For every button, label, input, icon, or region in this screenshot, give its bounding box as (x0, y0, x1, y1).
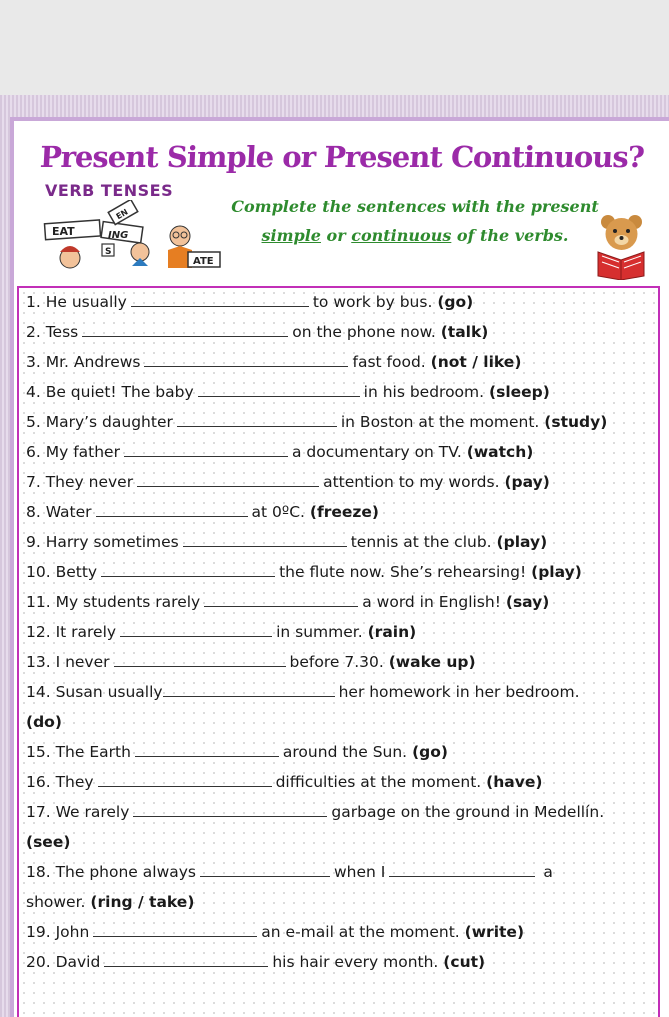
answer-blank[interactable] (96, 498, 248, 517)
sentence-text: 2. Tess (26, 323, 79, 341)
instruction-line-2 (230, 221, 600, 250)
sentence-8 (26, 497, 379, 527)
sentence-text: 15. The Earth (26, 743, 131, 761)
answer-blank[interactable] (82, 318, 288, 337)
answer-blank[interactable] (163, 678, 335, 697)
sentence-14-cont (26, 707, 62, 737)
sentence-text: in Boston at the moment. (340, 413, 540, 431)
answer-blank[interactable] (137, 468, 319, 487)
verb-hint: (freeze) (309, 503, 380, 521)
sentence-text: 11. My students rarely (26, 593, 201, 611)
sentence-17-cont (26, 827, 70, 857)
answer-blank[interactable] (144, 348, 348, 367)
instruction-end: of the verbs. (451, 226, 569, 245)
verb-hint: (cut) (443, 953, 486, 971)
verb-hint: (write) (464, 923, 525, 941)
sentence-text: his hair every month. (272, 953, 439, 971)
sentence-text: 6. My father (26, 443, 120, 461)
sentence-text: 17. We rarely (26, 803, 130, 821)
decorative-stripe (0, 95, 669, 117)
verb-hint: (pay) (504, 473, 550, 491)
verb-hint: (ring / take) (90, 893, 195, 911)
logo-word-ing: ING (108, 230, 129, 241)
verb-hint: (go) (412, 743, 448, 761)
answer-blank[interactable] (133, 798, 327, 817)
sentence-text: attention to my words. (323, 473, 500, 491)
sentence-text: in his bedroom. (363, 383, 485, 401)
sentence-text: fast food. (352, 353, 426, 371)
sentence-11 (26, 587, 549, 617)
verb-hint: (go) (437, 293, 474, 311)
answer-blank[interactable] (389, 858, 535, 877)
verb-tenses-logo (40, 200, 230, 272)
sentence-text: 9. Harry sometimes (26, 533, 179, 551)
sentence-4 (26, 377, 550, 407)
instruction-simple: simple (261, 226, 321, 245)
sentence-20 (26, 947, 485, 977)
sentence-13 (26, 647, 476, 677)
answer-blank[interactable] (98, 768, 272, 787)
verb-hint: (watch) (466, 443, 534, 461)
verb-hint: (say) (505, 593, 550, 611)
verb-hint: (do) (26, 713, 62, 731)
sentence-text: shower. (26, 893, 86, 911)
sentence-text: a (543, 863, 553, 881)
sentence-text: garbage on the ground in Medellín. (331, 803, 605, 821)
sentence-text: the flute now. She’s rehearsing! (279, 563, 527, 581)
verb-hint: (not / like) (430, 353, 522, 371)
sentence-text: 5. Mary’s daughter (26, 413, 173, 431)
verb-hint: (play) (531, 563, 582, 581)
verb-hint: (sleep) (489, 383, 550, 401)
sentence-7 (26, 467, 550, 497)
answer-blank[interactable] (93, 918, 257, 937)
sentence-text: a word in English! (362, 593, 501, 611)
answer-blank[interactable] (114, 648, 286, 667)
verb-hint: (play) (496, 533, 548, 551)
sentence-17 (26, 797, 604, 827)
answer-blank[interactable] (183, 528, 347, 547)
sentence-text: 8. Water (26, 503, 92, 521)
sentence-text: in summer. (276, 623, 363, 641)
teddy-bear-reading-icon (594, 212, 649, 280)
answer-blank[interactable] (101, 558, 275, 577)
sentence-10 (26, 557, 582, 587)
sentence-18 (26, 857, 553, 887)
sentence-text: an e-mail at the moment. (261, 923, 460, 941)
sentence-text: when I (334, 863, 386, 881)
sentence-text: around the Sun. (282, 743, 408, 761)
sentence-19 (26, 917, 524, 947)
sentence-text: difficulties at the moment. (275, 773, 482, 791)
sentence-text: 20. David (26, 953, 101, 971)
sentence-18-cont (26, 887, 194, 917)
sentence-14 (26, 677, 580, 707)
verb-hint: (see) (26, 833, 71, 851)
sentence-text: 18. The phone always (26, 863, 196, 881)
sentence-1 (26, 287, 473, 317)
instruction-line-1: Complete the sentences with the present (231, 197, 599, 216)
sentence-3 (26, 347, 521, 377)
worksheet-title: Present Simple or Present Continuous? (39, 140, 645, 174)
answer-blank[interactable] (200, 858, 330, 877)
instructions (230, 192, 600, 250)
top-bar (0, 0, 669, 95)
sentence-text: a documentary on TV. (291, 443, 462, 461)
verb-hint: (rain) (367, 623, 417, 641)
verb-hint: (wake up) (388, 653, 476, 671)
sentence-6 (26, 437, 533, 467)
sentence-5 (26, 407, 607, 437)
sentence-12 (26, 617, 416, 647)
logo-text: VERB TENSES (45, 181, 174, 200)
answer-blank[interactable] (135, 738, 279, 757)
answer-blank[interactable] (131, 288, 309, 307)
verb-hint: (talk) (440, 323, 489, 341)
logo-word-ate: ATE (193, 256, 214, 267)
sentence-text: to work by bus. (312, 293, 433, 311)
sentence-text: at 0ºC. (251, 503, 305, 521)
logo-word-s: S (105, 247, 112, 257)
verb-hint: (have) (486, 773, 543, 791)
instruction-or: or (320, 226, 352, 245)
logo-word-eat: EAT (52, 225, 75, 238)
sentence-15 (26, 737, 448, 767)
logo-word-en: EN (114, 207, 130, 222)
sentence-text: 19. John (26, 923, 90, 941)
answer-blank[interactable] (204, 588, 358, 607)
sentence-text: 14. Susan usually (26, 683, 163, 701)
sentence-text: 10. Betty (26, 563, 98, 581)
answer-blank[interactable] (120, 618, 272, 637)
answer-blank[interactable] (124, 438, 288, 457)
sentence-text: 7. They never (26, 473, 134, 491)
verb-hint: (study) (544, 413, 608, 431)
sentence-text: on the phone now. (292, 323, 436, 341)
sentence-16 (26, 767, 542, 797)
sentence-text: her homework in her bedroom. (338, 683, 580, 701)
sentence-9 (26, 527, 547, 557)
sentence-text: before 7.30. (289, 653, 384, 671)
sentence-text: 3. Mr. Andrews (26, 353, 141, 371)
sentence-text: 4. Be quiet! The baby (26, 383, 194, 401)
sentence-text: 1. He usually (26, 293, 127, 311)
sentence-text: tennis at the club. (350, 533, 492, 551)
sentence-2 (26, 317, 488, 347)
sentence-text: 16. They (26, 773, 94, 791)
instruction-continuous: continuous (351, 226, 452, 245)
answer-blank[interactable] (177, 408, 337, 427)
sentence-text: 12. It rarely (26, 623, 117, 641)
answer-blank[interactable] (198, 378, 360, 397)
answer-blank[interactable] (104, 948, 268, 967)
sentence-text: 13. I never (26, 653, 110, 671)
